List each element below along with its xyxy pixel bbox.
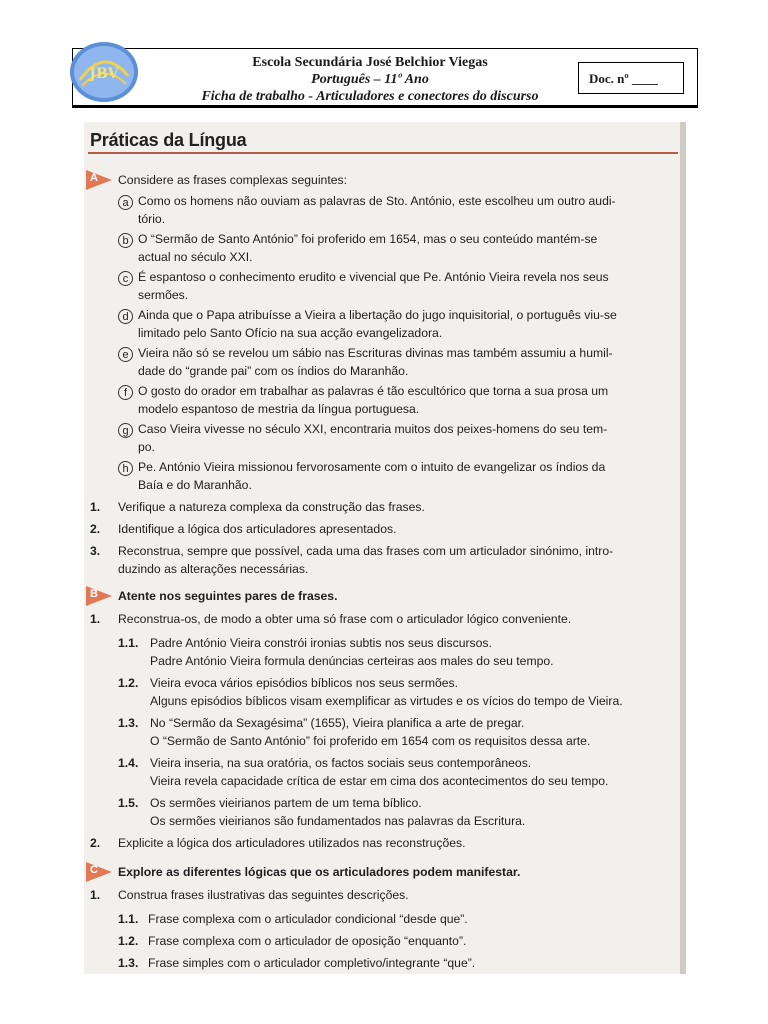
- item-e-key: e: [118, 347, 133, 362]
- item-f-key: f: [118, 385, 133, 400]
- section-b-intro: Atente nos seguintes pares de frases.: [118, 589, 338, 603]
- item-b-key: b: [118, 233, 133, 248]
- item-h-key: h: [118, 461, 133, 476]
- section-a-intro: Considere as frases complexas seguintes:: [118, 173, 347, 187]
- scan-edge: [680, 122, 686, 974]
- item-h-line1: Pe. António Vieira missionou fervorosamente com o intuito de evangelizar os índios da: [138, 460, 606, 474]
- item-f-line2: modelo espantoso de mestria da língua portuguesa.: [138, 402, 420, 416]
- section-a-marker: [86, 170, 112, 190]
- section-b-marker: [86, 586, 112, 606]
- task-b2-number: 2.: [90, 836, 101, 850]
- item-a-line2: tório.: [138, 212, 166, 226]
- item-h-line2: Baía e do Maranhão.: [138, 478, 252, 492]
- section-c-marker: [86, 862, 112, 882]
- section-c-intro: Explore as diferentes lógicas que os articuladores podem manifestar.: [118, 865, 521, 879]
- item-c-line2: sermões.: [138, 288, 189, 302]
- item-c-key: c: [118, 271, 133, 286]
- item-a-line1: Como os homens não ouviam as palavras de Sto. António, este escolheu um outro audi-: [138, 194, 616, 208]
- school-name: Escola Secundária José Belchior Viegas: [252, 55, 488, 70]
- doc-number-box: Doc. nº ____: [578, 62, 684, 94]
- pair-3-line2: O “Sermão de Santo António” foi proferido em 1654 com os requisitos dessa arte.: [150, 734, 591, 748]
- c-item-2-text: Frase complexa com o articulador de oposição “enquanto”.: [148, 934, 467, 948]
- pair-2-line1: Vieira evoca vários episódios bíblicos nos seus sermões.: [150, 676, 459, 690]
- pair-4-line1: Vieira inseria, na sua oratória, os factos sociais seus contemporâneos.: [150, 756, 532, 770]
- task-b1-text: Reconstrua-os, de modo a obter uma só frase com o articulador lógico conveniente.: [118, 612, 572, 626]
- task-a3-line1: Reconstrua, sempre que possível, cada uma das frases com um articulador sinónimo, intro-: [118, 544, 614, 558]
- pair-1-line2: Padre António Vieira formula denúncias certeiras aos males do seu tempo.: [150, 654, 554, 668]
- item-d-line1: Ainda que o Papa atribuísse a Vieira a libertação do jugo inquisitorial, o português viu-se: [138, 308, 617, 322]
- item-f-line1: O gosto do orador em trabalhar as palavras é tão escultórico que torna a sua prosa um: [138, 384, 609, 398]
- c-item-1-number: 1.1.: [118, 912, 139, 926]
- pair-3-number: 1.3.: [118, 716, 139, 730]
- item-a-key: a: [118, 195, 133, 210]
- task-a3-number: 3.: [90, 544, 101, 558]
- pair-2-number: 1.2.: [118, 676, 139, 690]
- item-b-line2: actual no século XXI.: [138, 250, 253, 264]
- subject-line: Português – 11º Ano: [311, 72, 429, 87]
- worksheet-title: Ficha de trabalho - Articuladores e conectores do discurso: [201, 89, 539, 104]
- task-c1-text: Construa frases ilustrativas das seguintes descrições.: [118, 888, 409, 902]
- pair-2-line2: Alguns episódios bíblicos visam exemplificar as virtudes e os vícios do tempo de Vieira.: [150, 694, 623, 708]
- title-divider: [88, 152, 678, 154]
- pair-4-number: 1.4.: [118, 756, 139, 770]
- item-g-line1: Caso Vieira vivesse no século XXI, encontraria muitos dos peixes-homens do seu tem-: [138, 422, 608, 436]
- item-g-line2: po.: [138, 440, 155, 454]
- pair-5-line1: Os sermões vieirianos partem de um tema bíblico.: [150, 796, 422, 810]
- task-a1-number: 1.: [90, 500, 101, 514]
- scanned-page: [84, 122, 686, 974]
- task-b2-text: Explicite a lógica dos articuladores utilizados nas reconstruções.: [118, 836, 466, 850]
- item-d-line2: limitado pelo Santo Ofício na sua acção evangelizadora.: [138, 326, 443, 340]
- task-b1-number: 1.: [90, 612, 101, 626]
- pair-3-line1: No “Sermão da Sexagésima” (1655), Vieira planifica a arte de pregar.: [150, 716, 525, 730]
- pair-1-number: 1.1.: [118, 636, 139, 650]
- c-item-3-text: Frase simples com o articulador completivo/integrante “que”.: [148, 956, 476, 970]
- pair-5-number: 1.5.: [118, 796, 139, 810]
- c-item-1-text: Frase complexa com o articulador condicional “desde que”.: [148, 912, 468, 926]
- section-b-letter: B: [90, 588, 98, 600]
- page-title: Práticas da Língua: [90, 130, 247, 150]
- school-block: [140, 54, 600, 105]
- section-a-letter: A: [90, 172, 98, 184]
- c-item-3-number: 1.3.: [118, 956, 139, 970]
- task-c1-number: 1.: [90, 888, 101, 902]
- school-logo: [68, 40, 140, 104]
- section-c-letter: C: [90, 864, 98, 876]
- task-a2-text: Identifique a lógica dos articuladores apresentados.: [118, 522, 397, 536]
- task-a3-line2: duzindo as alterações necessárias.: [118, 562, 309, 576]
- task-a2-number: 2.: [90, 522, 101, 536]
- item-g-key: g: [118, 423, 133, 438]
- pair-5-line2: Os sermões vieirianos são fundamentados nas palavras da Escritura.: [150, 814, 526, 828]
- item-d-key: d: [118, 309, 133, 324]
- item-b-line1: O “Sermão de Santo António” foi proferido em 1654, mas o seu conteúdo mantém-se: [138, 232, 598, 246]
- logo-text: JBV: [89, 66, 119, 82]
- item-e-line1: Vieira não só se revelou um sábio nas Escrituras divinas mas também assumiu a humil-: [138, 346, 613, 360]
- pair-1-line1: Padre António Vieira constrói ironias subtis nos seus discursos.: [150, 636, 492, 650]
- item-e-line2: dade do “grande pai” com os índios do Maranhão.: [138, 364, 409, 378]
- item-c-line1: É espantoso o conhecimento erudito e vivencial que Pe. António Vieira revela nos seus: [138, 270, 609, 284]
- c-item-2-number: 1.2.: [118, 934, 139, 948]
- task-a1-text: Verifique a natureza complexa da construção das frases.: [118, 500, 425, 514]
- pair-4-line2: Vieira revela capacidade crítica de estar em cima dos acontecimentos do seu tempo.: [150, 774, 609, 788]
